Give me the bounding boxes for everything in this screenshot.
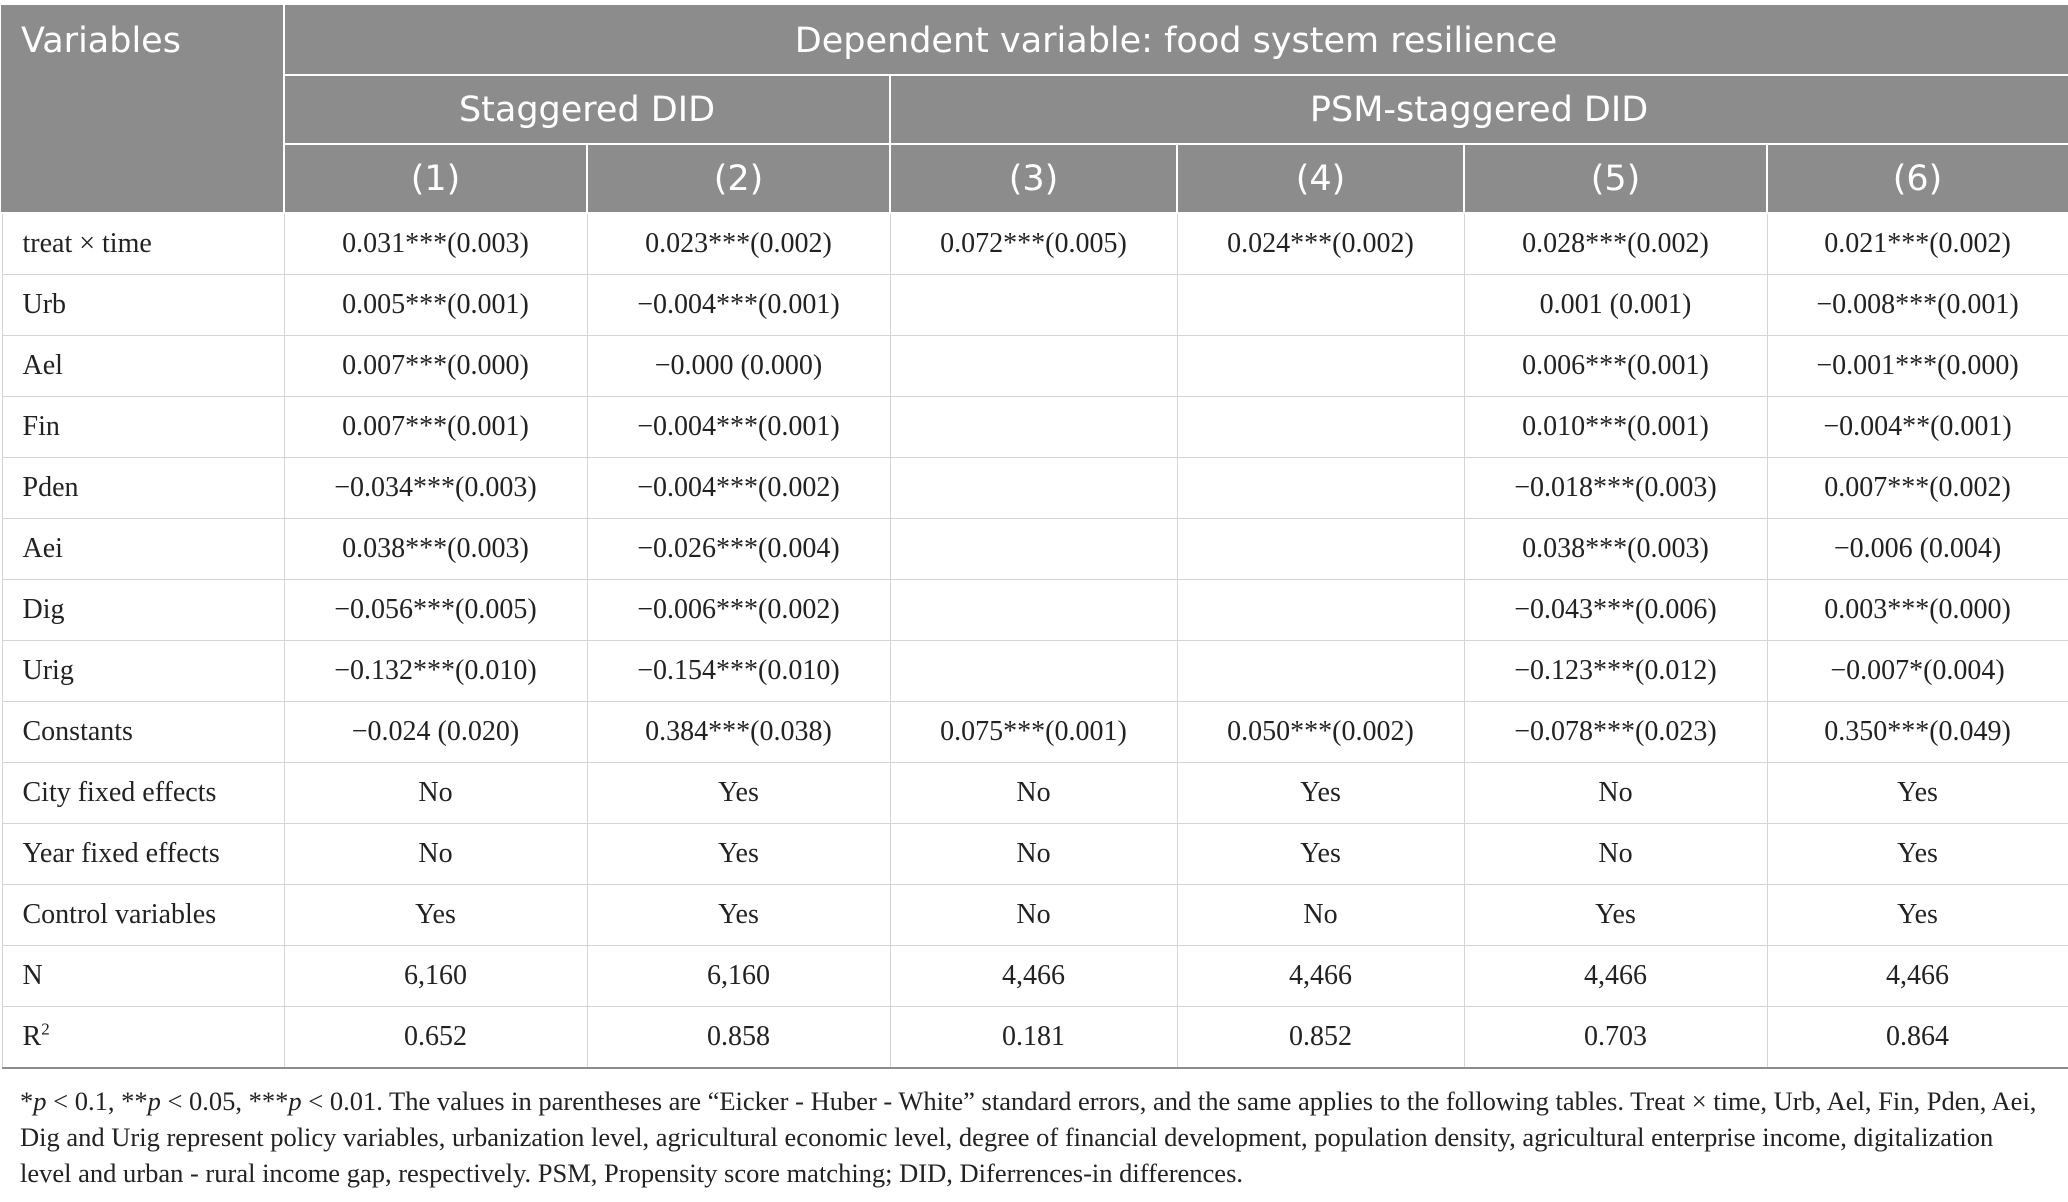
row-label-text: Constants: [22, 716, 133, 747]
table-cell: 4,466: [1177, 946, 1464, 1007]
table-footnote: [20, 1083, 2050, 1191]
table-cell: −0.078***(0.023): [1464, 702, 1767, 763]
row-label: [2, 336, 284, 397]
table-row: [2, 275, 2068, 336]
table-cell: −0.154***(0.010): [587, 641, 890, 702]
table-cell: [890, 397, 1177, 458]
table-cell: Yes: [587, 763, 890, 824]
row-label-text: N: [22, 960, 43, 991]
table-cell: −0.043***(0.006): [1464, 580, 1767, 641]
row-label: [2, 946, 284, 1007]
regression-table-container: [0, 5, 2068, 1069]
table-cell: −0.123***(0.012): [1464, 641, 1767, 702]
table-cell: No: [1464, 763, 1767, 824]
column-header: (2): [587, 144, 890, 213]
table-cell: 0.652: [284, 1007, 587, 1069]
table-cell: Yes: [1177, 824, 1464, 885]
table-cell: −0.004***(0.001): [587, 275, 890, 336]
table-cell: −0.132***(0.010): [284, 641, 587, 702]
row-label-text: Dig: [22, 594, 65, 625]
table-cell: −0.004***(0.002): [587, 458, 890, 519]
row-label-text: Ael: [22, 350, 63, 381]
column-header: (1): [284, 144, 587, 213]
table-cell: Yes: [1767, 824, 2068, 885]
table-header: [2, 6, 2068, 213]
table-cell: −0.034***(0.003): [284, 458, 587, 519]
row-label: [2, 397, 284, 458]
table-cell: No: [890, 824, 1177, 885]
table-cell: No: [890, 763, 1177, 824]
table-cell: 0.864: [1767, 1007, 2068, 1069]
table-cell: No: [284, 824, 587, 885]
table-cell: 6,160: [587, 946, 890, 1007]
table-cell: [1177, 397, 1464, 458]
row-label-text: R: [22, 1021, 42, 1052]
table-cell: −0.001***(0.000): [1767, 336, 2068, 397]
table-cell: [1177, 275, 1464, 336]
table-cell: [890, 580, 1177, 641]
column-header: (5): [1464, 144, 1767, 213]
column-header: (3): [890, 144, 1177, 213]
table-cell: 0.023***(0.002): [587, 213, 890, 275]
row-label: [2, 275, 284, 336]
footnote-p-variable: p: [33, 1086, 47, 1116]
table-row: [2, 397, 2068, 458]
table-cell: −0.007*(0.004): [1767, 641, 2068, 702]
row-label-superscript: 2: [41, 1019, 50, 1039]
table-cell: −0.056***(0.005): [284, 580, 587, 641]
footnote-text: The values in parentheses are “Eicker - Huber - White” standard errors, and the same applies to the following tables. Treat × time, Urb, Ael, Fin, Pden, Aei, Dig and Urig represent policy variables, urbanization level, agricultural economic level, degree of financial development, population density, agricultural enterprise income, digitalization level and urban - rural income gap, respectively. PSM, Propensity score matching; DID, Diferrences-in differences.: [20, 1086, 2037, 1188]
table-cell: 0.007***(0.002): [1767, 458, 2068, 519]
regression-results-table: [1, 5, 2068, 1069]
table-row: [2, 336, 2068, 397]
table-cell: [1177, 458, 1464, 519]
table-cell: Yes: [587, 824, 890, 885]
table-row: [2, 702, 2068, 763]
row-label-text: Pden: [22, 472, 79, 503]
table-cell: 0.038***(0.003): [284, 519, 587, 580]
table-cell: No: [1177, 885, 1464, 946]
table-row: [2, 763, 2068, 824]
row-label-text: Urig: [22, 655, 74, 686]
table-cell: 4,466: [1767, 946, 2068, 1007]
table-cell: No: [284, 763, 587, 824]
table-cell: 0.075***(0.001): [890, 702, 1177, 763]
table-cell: −0.004**(0.001): [1767, 397, 2068, 458]
footnote-threshold: < 0.01.: [301, 1086, 383, 1116]
table-cell: 0.024***(0.002): [1177, 213, 1464, 275]
table-cell: [890, 519, 1177, 580]
table-cell: Yes: [1767, 763, 2068, 824]
column-header: (6): [1767, 144, 2068, 213]
table-cell: −0.006 (0.004): [1767, 519, 2068, 580]
table-cell: 0.021***(0.002): [1767, 213, 2068, 275]
table-cell: 0.031***(0.003): [284, 213, 587, 275]
footnote-p-variable: p: [147, 1086, 161, 1116]
table-cell: 0.384***(0.038): [587, 702, 890, 763]
table-row: [2, 580, 2068, 641]
table-cell: 0.005***(0.001): [284, 275, 587, 336]
table-cell: −0.006***(0.002): [587, 580, 890, 641]
table-cell: [890, 641, 1177, 702]
table-cell: Yes: [1177, 763, 1464, 824]
footnote-star: *: [20, 1086, 34, 1116]
row-label: [2, 763, 284, 824]
row-label: [2, 213, 284, 275]
table-cell: 0.703: [1464, 1007, 1767, 1069]
table-cell: −0.018***(0.003): [1464, 458, 1767, 519]
footnote-p-variable: p: [288, 1086, 302, 1116]
table-cell: [1177, 519, 1464, 580]
table-cell: Yes: [587, 885, 890, 946]
variables-header: Variables: [2, 6, 284, 213]
row-label: [2, 519, 284, 580]
row-label-text: Urb: [22, 289, 67, 320]
table-cell: −0.000 (0.000): [587, 336, 890, 397]
table-cell: 0.010***(0.001): [1464, 397, 1767, 458]
row-label-text: Control variables: [22, 899, 217, 930]
row-label-text: Aei: [22, 533, 63, 564]
table-cell: 4,466: [1464, 946, 1767, 1007]
table-row: [2, 213, 2068, 275]
table-cell: 0.038***(0.003): [1464, 519, 1767, 580]
table-cell: 0.028***(0.002): [1464, 213, 1767, 275]
table-cell: −0.004***(0.001): [587, 397, 890, 458]
table-cell: [1177, 580, 1464, 641]
table-cell: 6,160: [284, 946, 587, 1007]
footnote-threshold: < 0.1, **: [46, 1086, 148, 1116]
table-cell: Yes: [1767, 885, 2068, 946]
table-cell: 0.852: [1177, 1007, 1464, 1069]
row-label-text: City fixed effects: [22, 777, 217, 808]
table-cell: [890, 458, 1177, 519]
row-label: [2, 458, 284, 519]
group-header-staggered-did: Staggered DID: [284, 75, 890, 144]
table-cell: 0.001 (0.001): [1464, 275, 1767, 336]
table-cell: −0.024 (0.020): [284, 702, 587, 763]
table-cell: [890, 336, 1177, 397]
table-cell: Yes: [1464, 885, 1767, 946]
table-cell: Yes: [284, 885, 587, 946]
table-cell: 4,466: [890, 946, 1177, 1007]
table-cell: [1177, 336, 1464, 397]
table-cell: 0.006***(0.001): [1464, 336, 1767, 397]
table-cell: 0.007***(0.000): [284, 336, 587, 397]
table-cell: No: [1464, 824, 1767, 885]
row-label: [2, 641, 284, 702]
table-cell: 0.858: [587, 1007, 890, 1069]
table-cell: [1177, 641, 1464, 702]
dependent-variable-header: Dependent variable: food system resilience: [284, 6, 2068, 75]
row-label: [2, 1007, 284, 1069]
row-label: [2, 580, 284, 641]
table-cell: 0.003***(0.000): [1767, 580, 2068, 641]
row-label-text: Year fixed effects: [22, 838, 220, 869]
table-row: [2, 824, 2068, 885]
row-label-text: treat × time: [22, 228, 152, 259]
column-header: (4): [1177, 144, 1464, 213]
row-label-text: Fin: [22, 411, 60, 442]
group-header-psm-staggered-did: PSM-staggered DID: [890, 75, 2068, 144]
table-cell: 0.050***(0.002): [1177, 702, 1464, 763]
table-cell: −0.008***(0.001): [1767, 275, 2068, 336]
table-cell: No: [890, 885, 1177, 946]
table-row: [2, 519, 2068, 580]
table-row: [2, 885, 2068, 946]
table-row: [2, 641, 2068, 702]
table-cell: [890, 275, 1177, 336]
table-row: [2, 946, 2068, 1007]
table-body: [2, 213, 2068, 1068]
table-cell: 0.072***(0.005): [890, 213, 1177, 275]
table-cell: −0.026***(0.004): [587, 519, 890, 580]
table-cell: 0.181: [890, 1007, 1177, 1069]
table-row: [2, 458, 2068, 519]
row-label: [2, 702, 284, 763]
row-label: [2, 824, 284, 885]
table-cell: 0.007***(0.001): [284, 397, 587, 458]
table-cell: 0.350***(0.049): [1767, 702, 2068, 763]
footnote-threshold: < 0.05, ***: [160, 1086, 289, 1116]
row-label: [2, 885, 284, 946]
table-row: [2, 1007, 2068, 1069]
